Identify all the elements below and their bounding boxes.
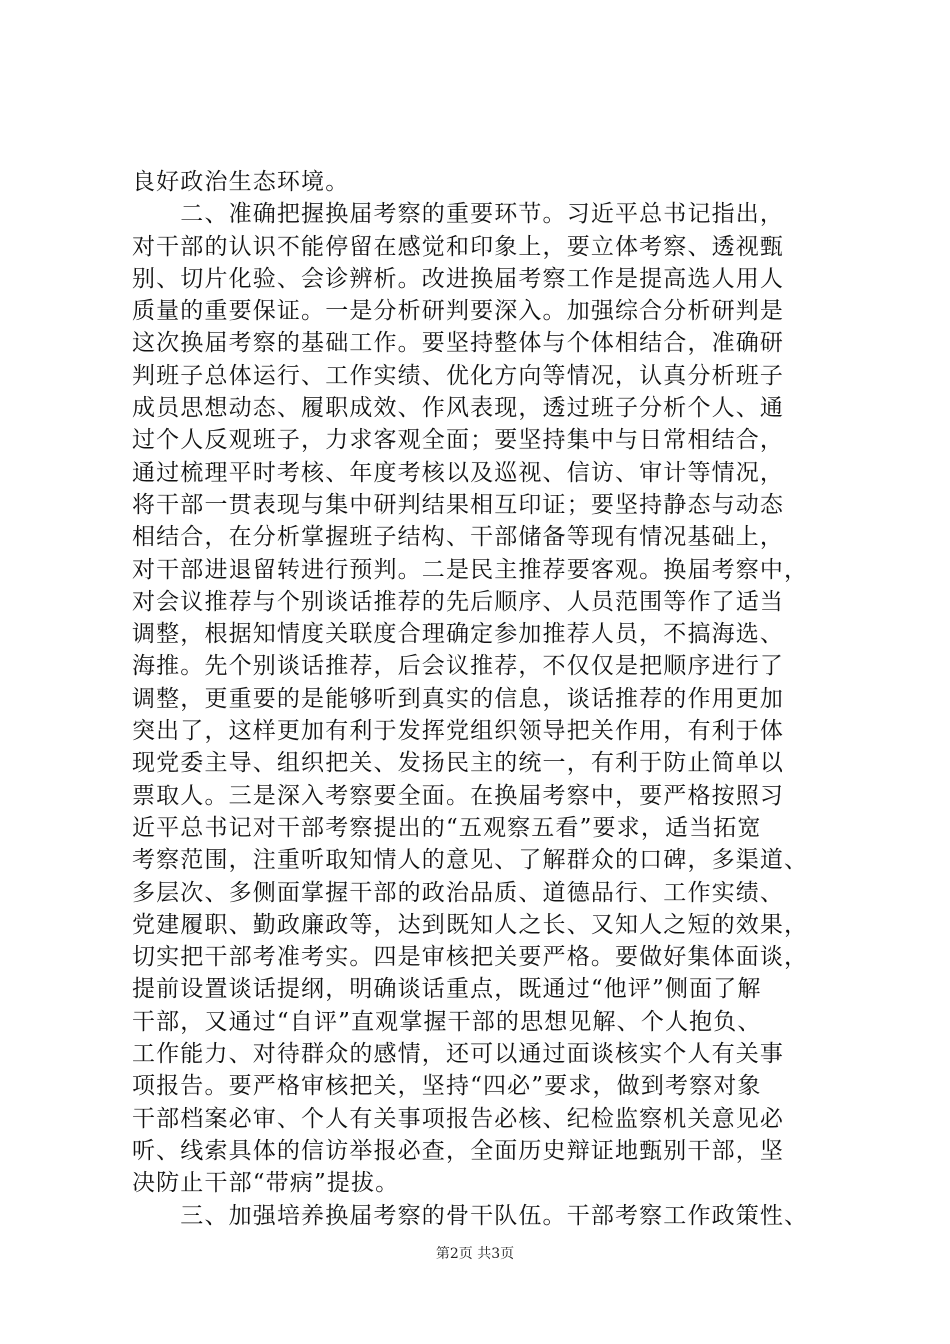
text-line: 决防止干部“带病”提拔。 xyxy=(132,1170,400,1197)
text-line: 相结合，在分析掌握班子结构、干部储备等现有情况基础上， xyxy=(132,524,785,551)
text-line: 现党委主导、组织把关、发扬民主的统一，有利于防止简单以 xyxy=(132,750,785,777)
text-line: 多层次、多侧面掌握干部的政治品质、道德品行、工作实绩、 xyxy=(132,879,785,906)
text-line: 判班子总体运行、工作实绩、优化方向等情况，认真分析班子 xyxy=(132,362,785,389)
text-line: 切实把干部考准考实。四是审核把关要严格。要做好集体面谈， xyxy=(132,944,809,971)
text-line: 调整，更重要的是能够听到真实的信息，谈话推荐的作用更加 xyxy=(132,685,785,712)
text-line: 良好政治生态环境。 xyxy=(132,169,350,195)
page-footer: 第2页 共3页 xyxy=(435,1246,515,1262)
text-line: 这次换届考察的基础工作。要坚持整体与个体相结合，准确研 xyxy=(132,330,785,357)
text-line: 党建履职、勤政廉政等，达到既知人之长、又知人之短的效果， xyxy=(132,911,809,938)
text-line: 提前设置谈话提纲，明确谈话重点，既通过“他评”侧面了解 xyxy=(132,976,762,1003)
text-line: 票取人。三是深入考察要全面。在换届考察中，要严格按照习 xyxy=(132,782,785,809)
text-line: 干部档案必审、个人有关事项报告必核、纪检监察机关意见必 xyxy=(132,1105,785,1132)
text-line: 海推。先个别谈话推荐，后会议推荐，不仅仅是把顺序进行了 xyxy=(132,653,785,680)
text-line: 听、线索具体的信访举报必查，全面历史辩证地甄别干部，坚 xyxy=(132,1137,785,1164)
text-line: 对会议推荐与个别谈话推荐的先后顺序、人员范围等作了适当 xyxy=(132,588,785,615)
text-line: 过个人反观班子，力求客观全面；要坚持集中与日常相结合， xyxy=(132,427,785,454)
text-line: 调整，根据知情度关联度合理确定参加推荐人员，不搞海选、 xyxy=(132,621,785,648)
text-line: 将干部一贯表现与集中研判结果相互印证；要坚持静态与动态 xyxy=(132,491,785,518)
text-line: 对干部进退留转进行预判。二是民主推荐要客观。换届考察中， xyxy=(132,556,809,583)
text-line: 干部，又通过“自评”直观掌握干部的思想见解、个人抱负、 xyxy=(132,1008,762,1035)
text-line: 二、准确把握换届考察的重要环节。习近平总书记指出， xyxy=(132,201,785,228)
text-line: 对干部的认识不能停留在感觉和印象上，要立体考察、透视甄 xyxy=(132,233,785,260)
text-line: 项报告。要严格审核把关，坚持“四必”要求，做到考察对象 xyxy=(132,1073,762,1100)
text-line: 考察范围，注重听取知情人的意见、了解群众的口碑，多渠道、 xyxy=(132,847,809,874)
text-line: 近平总书记对干部考察提出的“五观察五看”要求，适当拓宽 xyxy=(132,814,762,841)
text-line: 成员思想动态、履职成效、作风表现，透过班子分析个人、通 xyxy=(132,395,785,422)
text-line: 别、切片化验、会诊辨析。改进换届考察工作是提高选人用人 xyxy=(132,265,785,292)
text-line: 质量的重要保证。一是分析研判要深入。加强综合分析研判是 xyxy=(132,298,785,325)
text-line: 突出了，这样更加有利于发挥党组织领导把关作用，有利于体 xyxy=(132,718,785,745)
document-body xyxy=(132,166,842,1232)
text-line: 工作能力、对待群众的感情，还可以通过面谈核实个人有关事 xyxy=(132,1041,785,1068)
text-line: 三、加强培养换届考察的骨干队伍。干部考察工作政策性、 xyxy=(132,1202,809,1229)
text-line: 通过梳理平时考核、年度考核以及巡视、信访、审计等情况， xyxy=(132,459,785,486)
